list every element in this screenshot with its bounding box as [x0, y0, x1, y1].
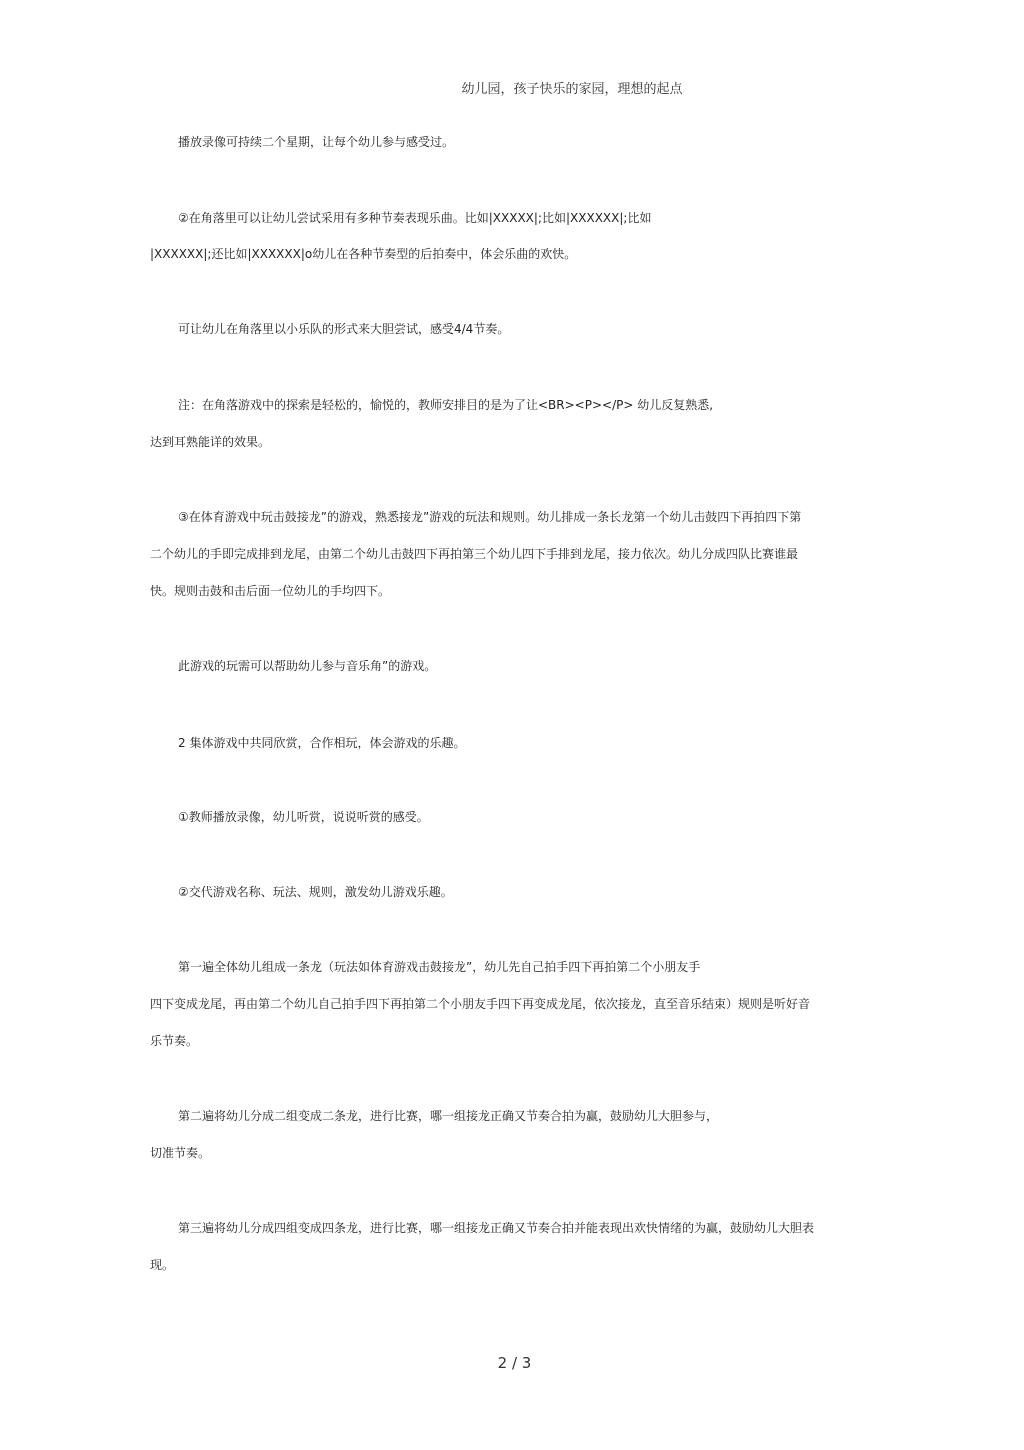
text-line: 四下变成龙尾，再由第二个幼儿自己拍手四下再拍第二个小朋友手四下再变成龙尾，依次接龙，直至音乐结束）规则是听好音 — [150, 997, 811, 1011]
text-line: 切准节奏。 — [150, 1146, 211, 1160]
text-line: 注：在角落游戏中的探索是轻松的，愉悦的，教师安排目的是为了让<BR><P></P> 幼儿反复熟悉, — [178, 398, 714, 412]
text-line: 可让幼儿在角落里以小乐队的形式来大胆尝试，感受4/4节奏。 — [178, 322, 510, 336]
page-number: 2 / 3 — [497, 1354, 532, 1372]
text-line: 第三遍将幼儿分成四组变成四条龙，进行比赛，哪一组接龙正确又节奏合拍并能表现出欢快情绪的为赢，鼓励幼儿大胆表 — [178, 1221, 815, 1235]
text-line: ②交代游戏名称、玩法、规则，激发幼儿游戏乐趣。 — [178, 885, 453, 899]
text-line: 第一遍全体幼儿组成一条龙（玩法如体育游戏击鼓接龙”，幼儿先自己拍手四下再拍第二个小朋友手 — [178, 960, 701, 974]
text-line: ②在角落里可以让幼儿尝试采用有多种节奏表现乐曲。比如|XXXXX|;比如|XXXXXX|;比如 — [178, 211, 652, 225]
page-header: 幼儿园，孩子快乐的家园，理想的起点 — [461, 82, 683, 97]
text-line: 第二遍将幼儿分成二组变成二条龙，进行比赛，哪一组接龙正确又节奏合拍为赢，鼓励幼儿大胆参与， — [178, 1109, 719, 1123]
text-line: 达到耳熟能详的效果。 — [150, 435, 271, 449]
text-line: ③在体育游戏中玩击鼓接龙”的游戏，熟悉接龙”游戏的玩法和规则。幼儿排成一条长龙第一个幼儿击鼓四下再拍四下第 — [178, 510, 802, 524]
text-line: ①教师播放录像，幼儿听赏，说说听赏的感受。 — [178, 810, 429, 824]
text-line: 2 集体游戏中共同欣赏，合作相玩，体会游戏的乐趣。 — [178, 736, 466, 750]
text-line: 快。规则击鼓和击后面一位幼儿的手均四下。 — [150, 584, 391, 598]
text-line: |XXXXXX|;还比如|XXXXXX|o幼儿在各种节奏型的后拍奏中，体会乐曲的欢快。 — [150, 247, 577, 261]
text-line: 现。 — [150, 1258, 175, 1272]
text-line: 此游戏的玩需可以帮助幼儿参与音乐角”的游戏。 — [178, 659, 437, 673]
text-line: 乐节奏。 — [150, 1034, 199, 1048]
text-line: 播放录像可持续二个星期，让每个幼儿参与感受过。 — [178, 135, 455, 149]
text-line: 二个幼儿的手即完成排到龙尾，由第二个幼儿击鼓四下再拍第三个幼儿四下手排到龙尾，接力依次。幼儿分成四队比赛谁最 — [150, 547, 799, 561]
